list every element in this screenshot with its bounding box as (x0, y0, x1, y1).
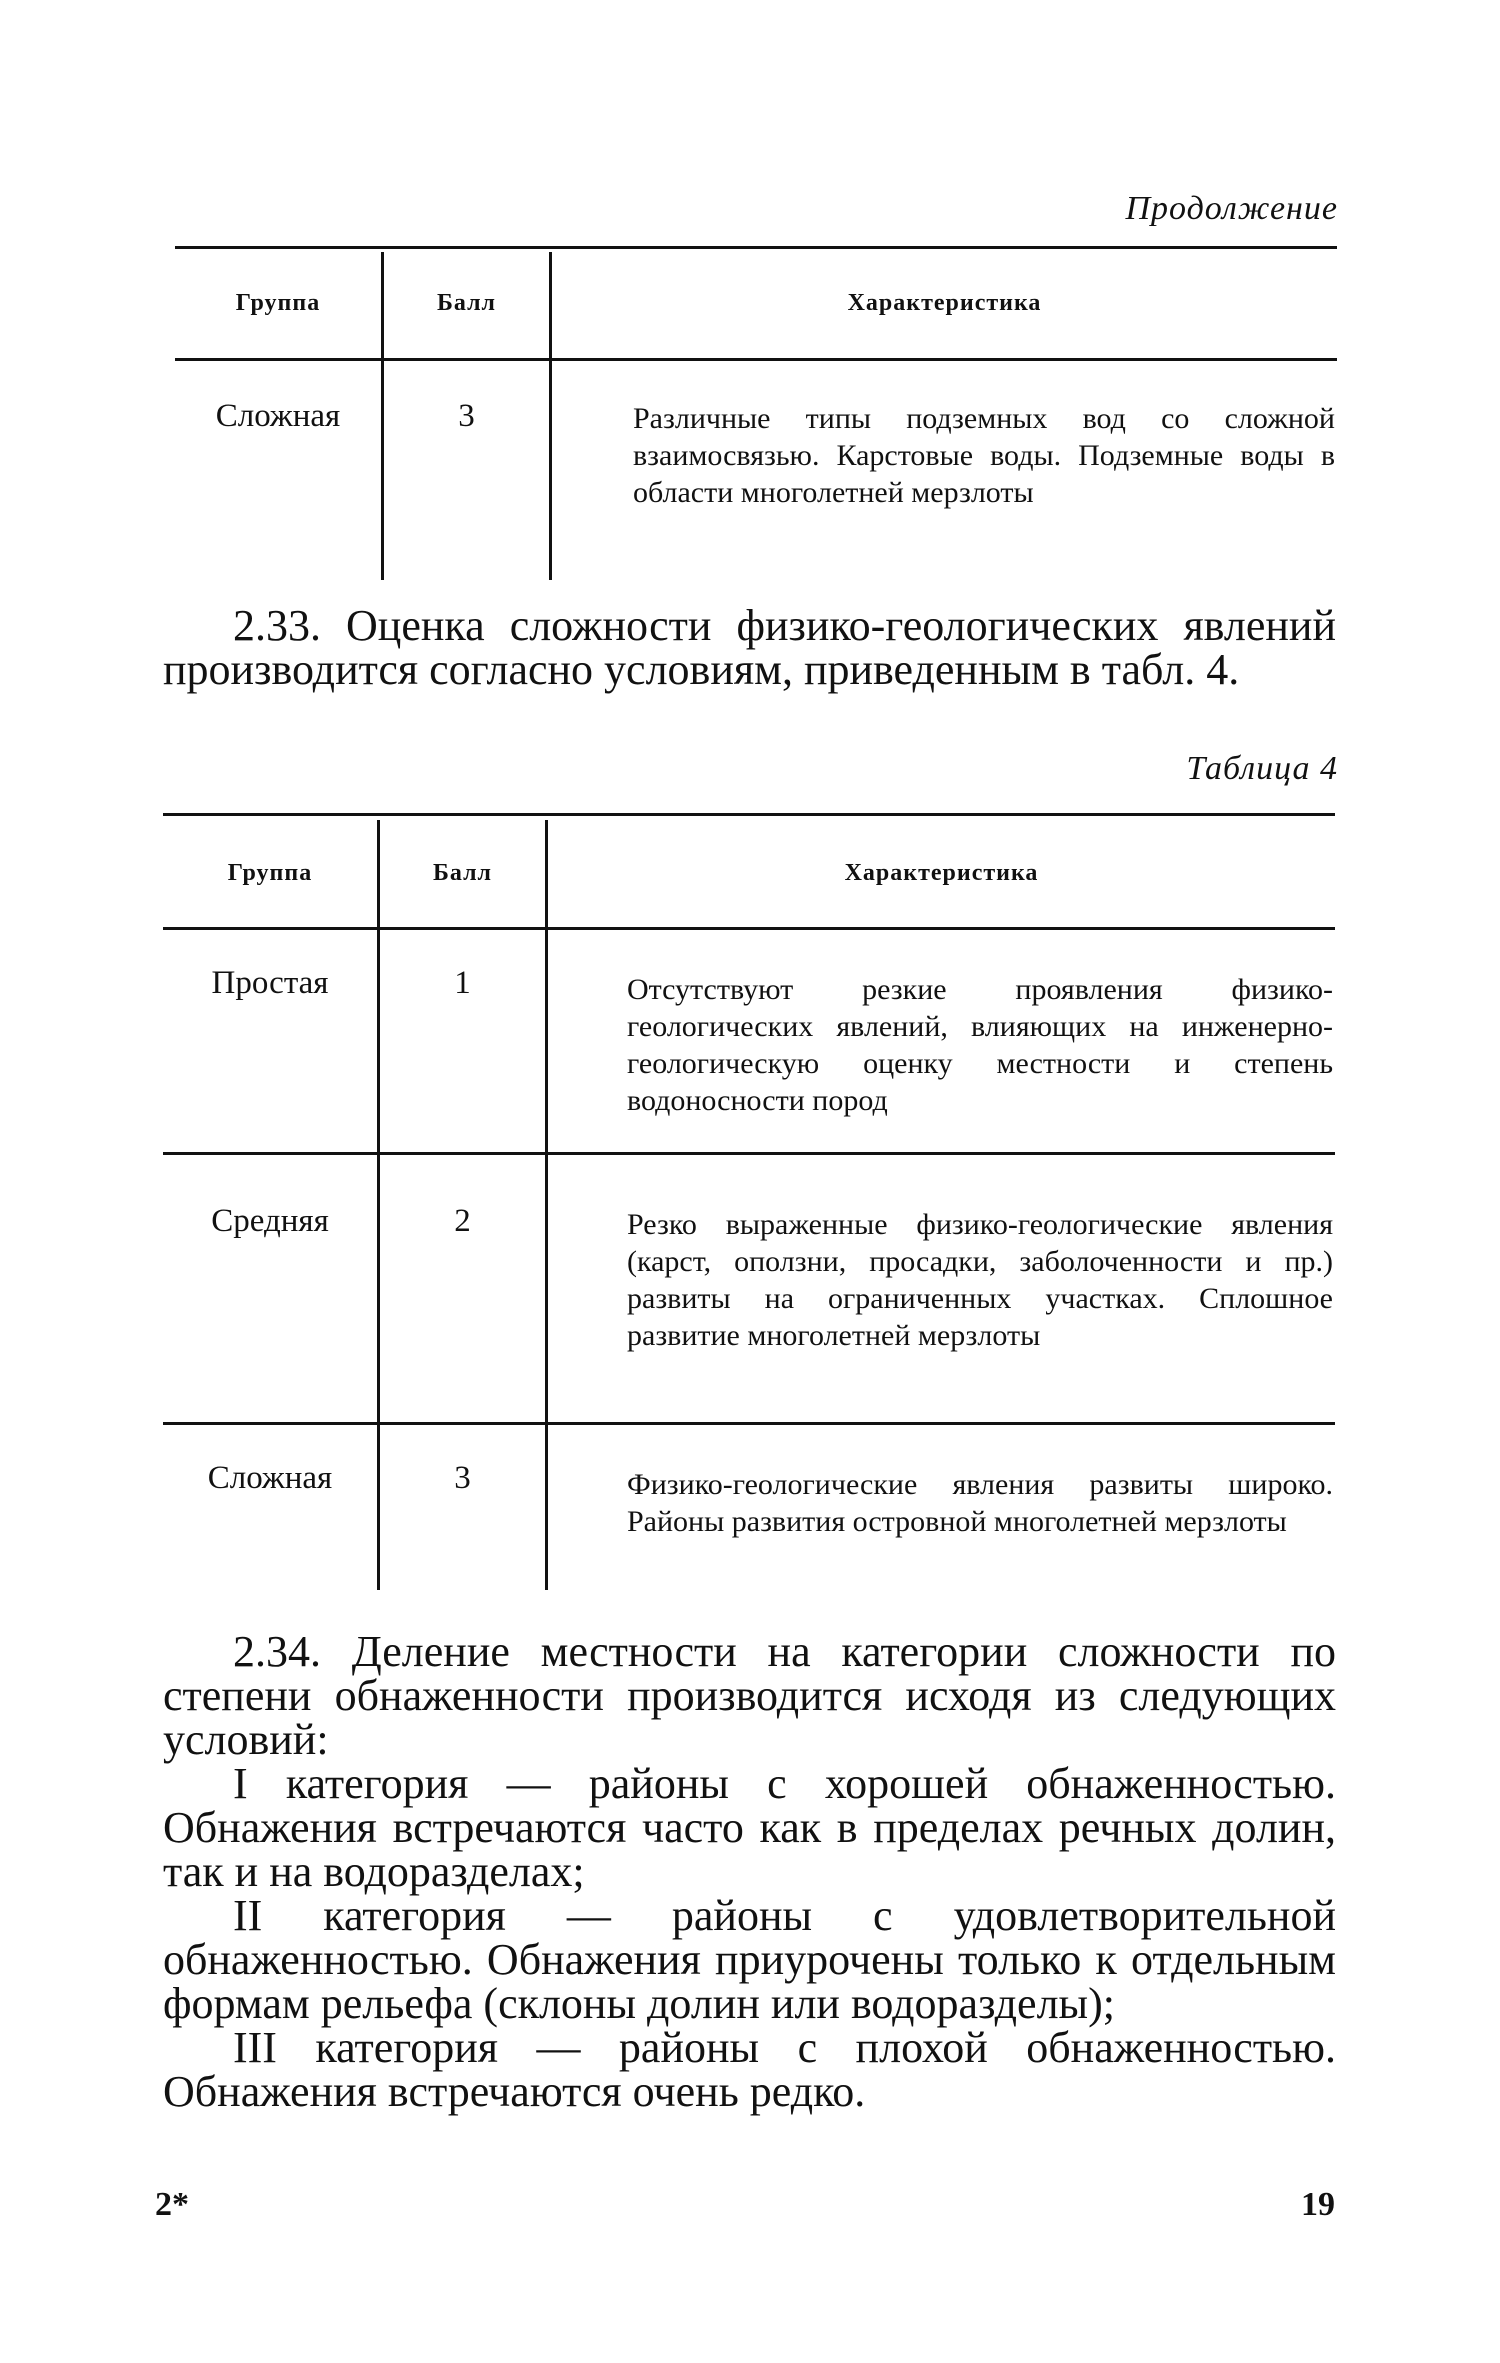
table-header-rule (163, 927, 1335, 930)
signature-mark: 2* (155, 2186, 189, 2223)
table-row-rule (163, 1422, 1335, 1425)
category-3-paragraph: III категория — районы с плохой обнаженностью. Обнажения встречаются очень редко. (163, 2023, 1336, 2116)
paragraph-2-33: 2.33. Оценка сложности физико-геологических явлений производится согласно условиям, приведенным в табл. 4. (163, 601, 1336, 694)
continuation-caption: Продолжение (1125, 190, 1338, 227)
category-2-paragraph: II категория — районы с удовлетворительной обнаженностью. Обнажения приурочены только к отдельным формам рельефа (склоны долин или водоразделы); (163, 1891, 1336, 2028)
column-header-characteristic: Характеристика (847, 290, 1042, 316)
cell-characteristic: Физико-геологические явления развиты широко. Районы развития островной многолетней мерзлоты (627, 1468, 1333, 1538)
table-row-rule (163, 1152, 1335, 1155)
column-header-score: Балл (436, 290, 496, 316)
cell-score: 3 (458, 398, 475, 434)
column-header-characteristic: Характеристика (844, 860, 1039, 886)
cell-score: 2 (454, 1203, 471, 1239)
cell-characteristic: Отсутствуют резкие проявления физико-геологических явлений, влияющих на инженерно-геологическую оценку местности и степень водоносности пород (627, 973, 1333, 1117)
column-header-group: Группа (235, 290, 321, 316)
table4-caption: Таблица 4 (1186, 750, 1338, 787)
table-header-rule (175, 358, 1337, 361)
cell-score: 3 (454, 1460, 471, 1496)
cell-characteristic: Резко выраженные физико-геологические явления (карст, оползни, просадки, заболоченности и пр.) развиты на ограниченных участках. Сплошное развитие многолетней мерзлоты (627, 1208, 1333, 1352)
cell-score: 1 (454, 965, 471, 1001)
cell-characteristic: Различные типы подземных вод со сложной взаимосвязью. Карстовые воды. Подземные воды в области многолетней мерзлоты (633, 402, 1335, 509)
cell-group: Средняя (211, 1203, 329, 1239)
column-header-score: Балл (432, 860, 492, 886)
table-top-rule (175, 246, 1337, 249)
table-column-divider (545, 820, 548, 1590)
table-top-rule (163, 813, 1335, 816)
category-1-paragraph: I категория — районы с хорошей обнаженностью. Обнажения встречаются часто как в пределах речных долин, так и на водоразделах; (163, 1759, 1336, 1896)
paragraph-2-34: 2.34. Деление местности на категории сложности по степени обнаженности производится исходя из следующих условий: (163, 1627, 1336, 1764)
column-header-group: Группа (227, 860, 313, 886)
cell-group: Простая (211, 965, 329, 1001)
page-number: 19 (1301, 2186, 1335, 2223)
cell-group: Сложная (215, 398, 341, 434)
cell-group: Сложная (207, 1460, 333, 1496)
